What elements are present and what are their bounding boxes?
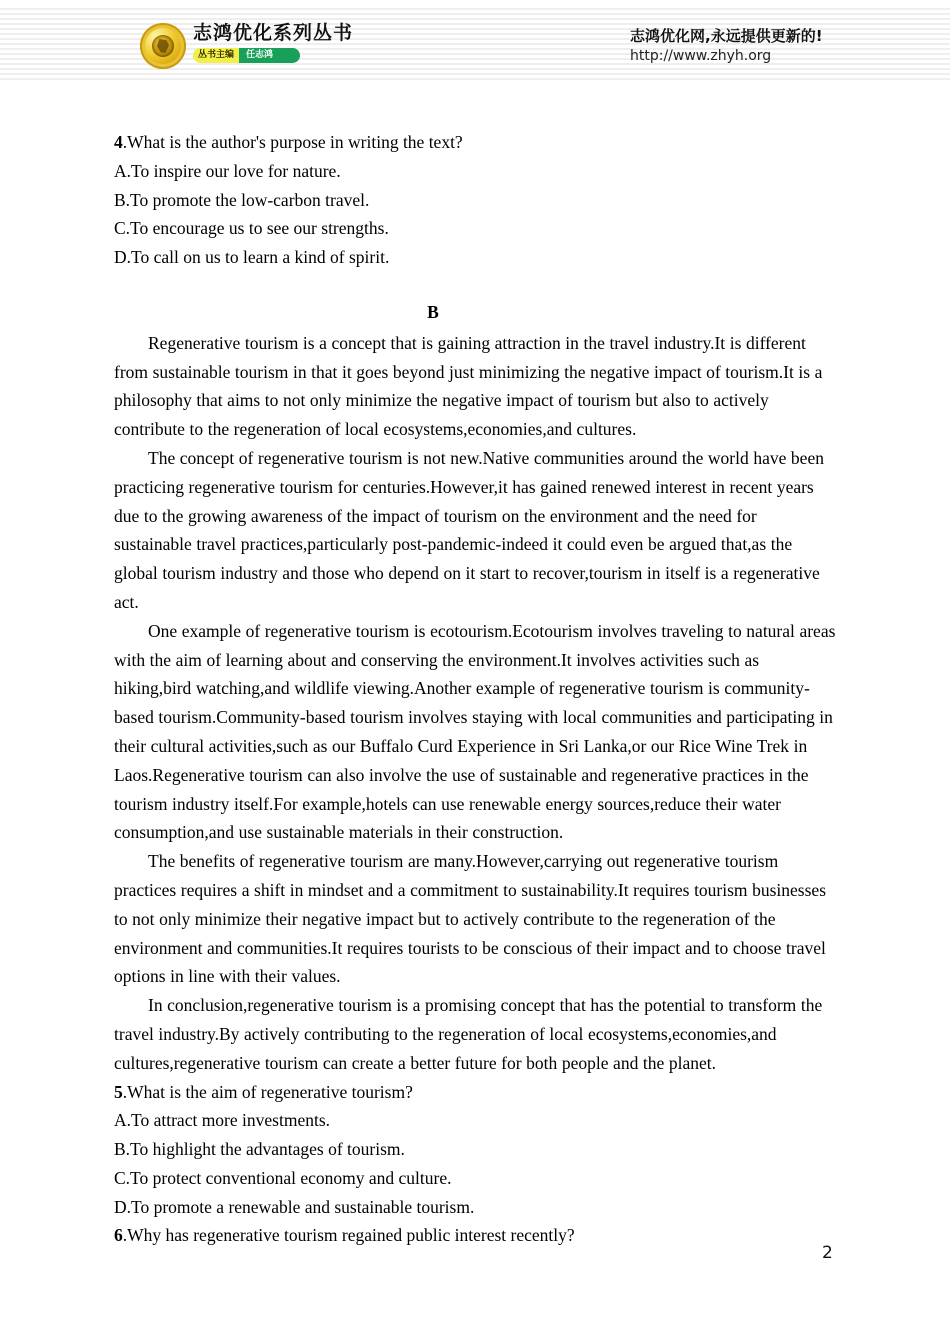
question-4 [114, 128, 836, 272]
section-letter: B [427, 301, 439, 322]
question-4-option-b[interactable]: B.To promote the low-carbon travel. [114, 189, 370, 210]
brand-logo [140, 23, 353, 69]
medallion-emblem-icon [152, 35, 174, 57]
question-5-option-c[interactable]: C.To protect conventional economy and culture. [114, 1167, 452, 1188]
editor-badge-label: 丛书主编 [193, 48, 239, 63]
site-info [630, 27, 823, 66]
question-6-text: .Why has regenerative tourism regained public interest recently? [122, 1225, 575, 1246]
question-5-option-d[interactable]: D.To promote a renewable and sustainable tourism. [114, 1196, 475, 1217]
question-4-number: 4 [114, 132, 123, 152]
question-5-text: .What is the aim of regenerative tourism? [122, 1081, 413, 1102]
editor-badge-value: 任志鸿 [239, 48, 300, 63]
passage-paragraph-3: One example of regenerative tourism is ecotourism.Ecotourism involves traveling to natural areas with the aim of learning about and conserving the environment.It involves activities such as hiking,bird watching,and wildlife viewing.Another example of regenerative tourism is community-based tourism.Community-based tourism involves staying with local communities and participating in their cultural activities,such as our Buffalo Curd Experience in Sri Lanka,or our Rice Wine Trek in Laos.Regenerative tourism can also involve the use of sustainable and regenerative practices in the tourism industry itself.For example,hotels can use renewable energy sources,reduce their water consumption,and use sustainable materials in their construction. [114, 620, 836, 843]
question-4-text: .What is the author's purpose in writing the text? [122, 132, 463, 152]
question-5 [114, 1078, 836, 1222]
question-5-option-a[interactable]: A.To attract more investments. [114, 1110, 331, 1131]
question-5-stem [114, 1078, 836, 1107]
site-url[interactable]: http://www.zhyh.org [630, 48, 772, 64]
passage-paragraph-1: Regenerative tourism is a concept that is gaining attraction in the travel industry.It is different from sustainable tourism in that it goes beyond just minimizing the negative impact of tourism.It is a philosophy that aims to not only minimize the negative impact of tourism but also to actively contribute to the regeneration of local ecosystems,economies,and cultures. [114, 332, 823, 440]
site-slogan: 志鸿优化网,永远提供更新的! [630, 27, 823, 45]
passage-paragraph-5: In conclusion,regenerative tourism is a promising concept that has the potential to transform the travel industry.By actively contributing to the regeneration of local ecosystems,economies,and cultures,regenerative tourism can create a better future for both people and the planet. [114, 995, 823, 1073]
brand-title: 志鸿优化系列丛书 [193, 22, 354, 44]
question-6 [114, 1221, 836, 1250]
question-5-option-b[interactable]: B.To highlight the advantages of tourism. [114, 1139, 405, 1160]
question-4-option-d[interactable]: D.To call on us to learn a kind of spirit. [114, 247, 390, 268]
page-content [114, 128, 836, 1250]
question-5-number: 5 [114, 1081, 123, 1102]
question-6-stem [114, 1221, 836, 1250]
editor-badge [193, 48, 300, 63]
question-4-option-a[interactable]: A.To inspire our love for nature. [114, 160, 341, 181]
passage-paragraph-4: The benefits of regenerative tourism are many.However,carrying out regenerative tourism practices requires a shift in mindset and a commitment to sustainability.It requires tourism businesses to not only minimize their negative impact but to actively contribute to the regeneration of the environment and communities.It requires tourists to be conscious of their impact and to choose travel options in line with their values. [114, 851, 827, 987]
page-header [0, 5, 950, 81]
gold-medallion-icon [140, 23, 186, 69]
page-number: 2 [822, 1243, 833, 1263]
question-4-option-c[interactable]: C.To encourage us to see our strengths. [114, 218, 389, 239]
question-4-stem [114, 128, 836, 157]
passage-paragraph-2: The concept of regenerative tourism is not new.Native communities around the world have been practicing regenerative tourism for centuries.However,it has gained renewed interest in recent years due to the growing awareness of the impact of tourism on the environment and the need for sustainable travel practices,particularly post-pandemic-indeed it could even be argued that,as the global tourism industry and those who depend on it start to recover,tourism in itself is a regenerative act. [114, 447, 824, 612]
question-6-number: 6 [114, 1225, 123, 1246]
